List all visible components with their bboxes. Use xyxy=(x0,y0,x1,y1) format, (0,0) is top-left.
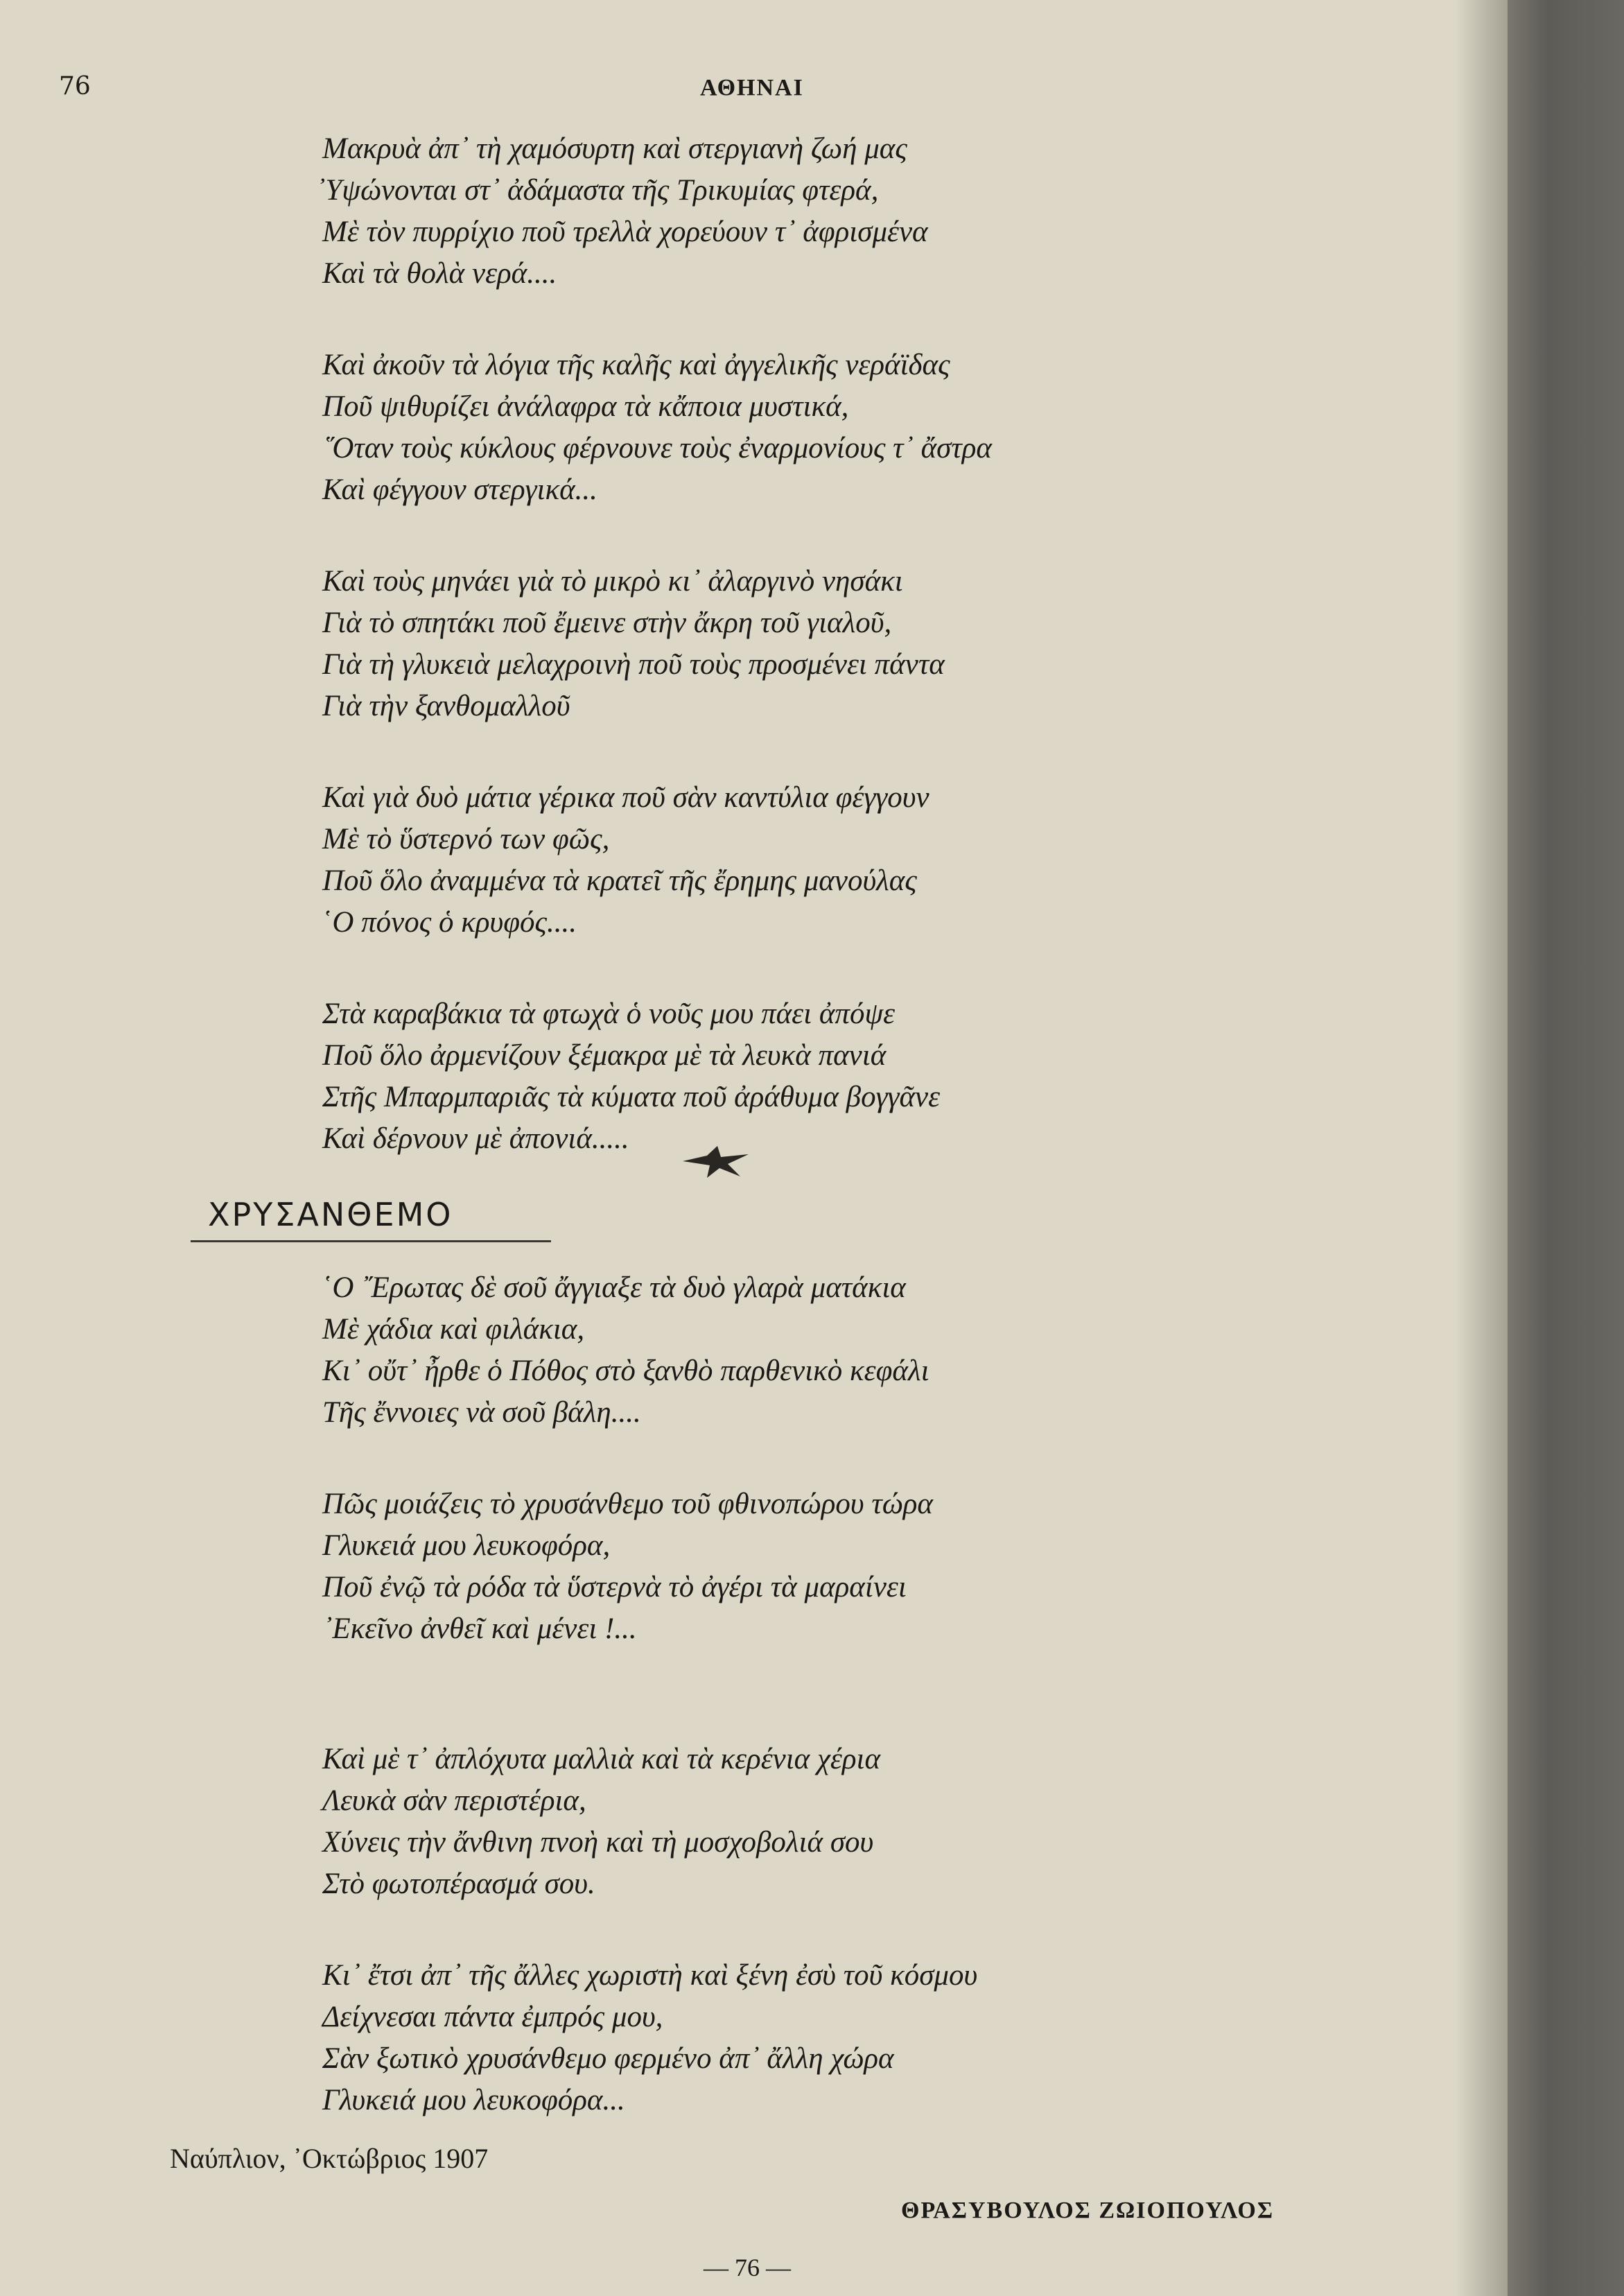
verse-line: Γιὰ τὴν ξανθομαλλοῦ xyxy=(322,690,570,722)
verse-line: ῾Ο ῎Ερωτας δὲ σοῦ ἄγγιαξε τὰ δυὸ γλαρὰ ματάκια xyxy=(322,1271,906,1304)
stanza xyxy=(322,345,992,511)
poem-first xyxy=(315,128,992,1210)
verse-line: Καὶ δέρνουν μὲ ἀπονιά..... xyxy=(322,1122,629,1155)
verse-line: Καὶ τοὺς μηνάει γιὰ τὸ μικρὸ κι᾽ ἀλαργινὸ νησάκι xyxy=(322,565,903,598)
verse-line: Καὶ φέγγουν στεργικά... xyxy=(322,473,597,506)
verse-line: Ποῦ ὅλο ἀρμενίζουν ξέμακρα μὲ τὰ λευκὰ πανιά xyxy=(322,1039,887,1072)
verse-line: Στῆς Μπαρμπαριᾶς τὰ κύματα ποῦ ἀράθυμα βογγᾶνε xyxy=(322,1081,941,1113)
verse-line: Γλυκειά μου λευκοφόρα, xyxy=(322,1529,611,1562)
verse-line: Ποῦ ψιθυρίζει ἀνάλαφρα τὰ κἄποια μυστικά, xyxy=(322,390,849,423)
verse-line: Σὰν ξωτικὸ χρυσάνθεμο φερμένο ἀπ᾽ ἄλλη χώρα xyxy=(322,2042,894,2075)
verse-line: Ποῦ ἐνῷ τὰ ρόδα τὰ ὕστερνὰ τὸ ἀγέρι τὰ μαραίνει xyxy=(322,1571,907,1603)
ornament-icon xyxy=(679,1140,756,1182)
section-title: ΧΡΥΣΑΝΘΕΜΟ xyxy=(208,1196,453,1233)
verse-line: Καὶ ἀκοῦν τὰ λόγια τῆς καλῆς καὶ ἀγγελικῆς νεράϊδας xyxy=(322,349,950,381)
verse-line: Καὶ τὰ θολὰ νερά.... xyxy=(322,257,557,290)
stanza xyxy=(322,1267,977,1434)
verse-line: ᾽Εκεῖνο ἀνθεῖ καὶ μένει !... xyxy=(322,1612,637,1645)
title-underline xyxy=(191,1237,551,1242)
verse-line: ᾽Υψώνονται στ᾽ ἀδάμαστα τῆς Τρικυμίας φτερά, xyxy=(315,174,879,207)
verse-line: Δείχνεσαι πάντα ἐμπρός μου, xyxy=(322,2001,663,2033)
verse-line: Μὲ χάδια καὶ φιλάκια, xyxy=(322,1313,585,1346)
verse-line: Κι᾽ οὔτ᾽ ἦρθε ὁ Πόθος στὸ ξανθὸ παρθενικὸ κεφάλι xyxy=(322,1355,929,1387)
verse-line: ῞Οταν τοὺς κύκλους φέρνουνε τοὺς ἐναρμονίους τ᾽ ἄστρα xyxy=(322,432,992,464)
stanza xyxy=(322,777,992,943)
verse-line: Γλυκειά μου λευκοφόρα... xyxy=(322,2084,625,2116)
verse-line: Τῆς ἔννοιες νὰ σοῦ βάλη.... xyxy=(322,1396,641,1429)
page-shadow xyxy=(1456,0,1508,2296)
stanza xyxy=(322,561,992,727)
verse-line: ῾Ο πόνος ὁ κρυφός.... xyxy=(322,906,577,939)
stanza xyxy=(322,1484,977,1650)
verse-line: Γιὰ τὸ σπητάκι ποῦ ἔμεινε στὴν ἄκρη τοῦ γιαλοῦ, xyxy=(322,607,892,639)
verse-line: Χύνεις τὴν ἄνθινη πνοὴ καὶ τὴ μοσχοβολιά σου xyxy=(322,1826,874,1859)
place-date: Ναύπλιον, ᾽Οκτώβριος 1907 xyxy=(170,2143,489,2174)
verse-line: Πῶς μοιάζεις τὸ χρυσάνθεμο τοῦ φθινοπώρου τώρα xyxy=(322,1488,933,1520)
verse-line: Στὰ καραβάκια τὰ φτωχὰ ὁ νοῦς μου πάει ἀπόψε xyxy=(322,998,896,1030)
author-name: ΘΡΑΣΥΒΟΥΛΟΣ ΖΩΙΟΠΟΥΛΟΣ xyxy=(901,2198,1275,2223)
verse-line: Μακρυὰ ἀπ᾽ τὴ χαμόσυρτη καὶ στεργιανὴ ζωή μας xyxy=(322,132,907,165)
verse-line: Λευκὰ σὰν περιστέρια, xyxy=(322,1784,586,1817)
verse-line: Καὶ γιὰ δυὸ μάτια γέρικα ποῦ σὰν καντύλια φέγγουν xyxy=(322,781,929,814)
verse-line: Ποῦ ὅλο ἀναμμένα τὰ κρατεῖ τῆς ἔρημης μανούλας xyxy=(322,864,917,897)
verse-line: Στὸ φωτοπέρασμά σου. xyxy=(322,1868,595,1900)
stanza xyxy=(322,993,992,1160)
verse-line: Μὲ τὸ ὕστερνό των φῶς, xyxy=(322,823,610,855)
stanza xyxy=(322,1955,977,2121)
verse-line: Καὶ μὲ τ᾽ ἀπλόχυτα μαλλιὰ καὶ τὰ κερένια χέρια xyxy=(322,1743,881,1775)
footer-page-number: — 76 — xyxy=(704,2254,791,2281)
verse-line: Μὲ τὸν πυρρίχιο ποῦ τρελλὰ χορεύουν τ᾽ ἀφρισμένα xyxy=(322,216,928,248)
verse-line: Κι᾽ ἔτσι ἀπ᾽ τῆς ἄλλες χωριστὴ καὶ ξένη ἐσὺ τοῦ κόσμου xyxy=(322,1959,978,1992)
binding-edge xyxy=(1508,0,1624,2296)
poem-chrysanthemum xyxy=(322,1267,977,2171)
page-number: 76 xyxy=(59,72,91,101)
verse-line: Γιὰ τὴ γλυκειὰ μελαχροινὴ ποῦ τοὺς προσμένει πάντα xyxy=(322,648,945,681)
running-head: ΑΘΗΝΑΙ xyxy=(700,75,804,101)
stanza xyxy=(315,128,992,295)
stanza xyxy=(322,1739,977,1905)
